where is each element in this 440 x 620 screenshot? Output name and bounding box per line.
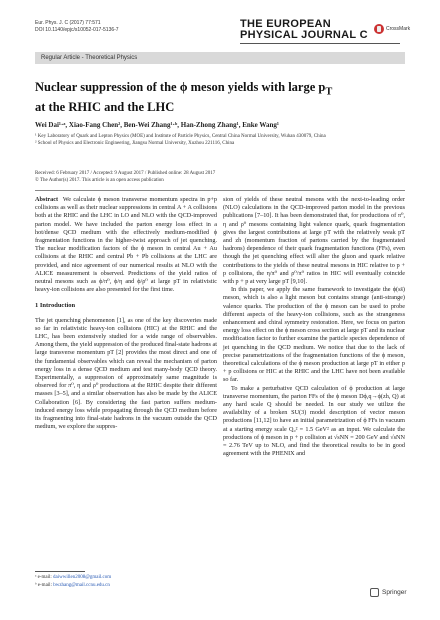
copyright-notice: © The Author(s) 2017. This article is an open access publication [35, 178, 164, 183]
author-list: Wei Dai¹·ᵃ, Xiao-Fang Chen², Ben-Wei Zhang¹·ᵇ, Han-Zhong Zhang¹, Enke Wang¹ [35, 121, 279, 129]
left-column [35, 196, 217, 431]
email-link-b[interactable]: bwzhang@mail.ccnu.edu.cn [53, 583, 110, 588]
footnotes [35, 574, 215, 590]
body-paragraph-1: sion of yields of these neutral mesons with the next-to-leading order (NLO) calculations in the QCD-improved parton model in the previous publications [7–10]. It has been demonstrated that, for productions of π⁰, η and ρ⁰ mesons containing light valence quark, quark fragmentation gives the largest contributions at large pT with the relatively weak pT and zh (momentum fraction of partons carried by the fragmentated hadrons) dependence of their quark fragmentation functions (FFs), even though the jet quenching effect will alter the gluon and quark relative contributions to the yields of these neutral mesons in HIC relative to p + p collisions, the η/π⁰ and ρ⁰/π⁰ ratios in HIC will eventually coincide with p + p at very large pT [9,10]. [223, 196, 405, 286]
affiliation-2: ² School of Physics and Electronic Engineering, Jiangsu Normal University, Xuzhou 221116, China [35, 141, 235, 146]
crossmark-label: CrossMark [386, 26, 411, 32]
crossmark-icon [374, 24, 384, 34]
affiliations [35, 133, 405, 147]
journal-name-line2: PHYSICAL JOURNAL C [240, 29, 368, 41]
abstract-heading: Abstract [35, 196, 59, 203]
abstract-text: We calculate ϕ meson transverse momentum spectra in p+p collisions as well as their nuclear suppressions in central A + A collisions both at the RHIC and the LHC in LO and NLO with the QCD-improved parton model. We have included the parton energy loss effect in a hot/dense QCD medium with the effectively medium-modified ϕ fragmentation functions in the higher-twist approach of jet quenching. The nuclear modification factors of the ϕ meson in central Au + Au collisions at the RHIC and central Pb + Pb collisions at the LHC are provided, and nice agreement of our numerical results at NLO with the ALICE measurement is observed. Predictions of the yield ratios of neutral mesons such as ϕ/π⁰, ϕ/η and ϕ/ρ⁰ at large pT in relativistic heavy-ion collisions are also presented for the first time. [35, 196, 217, 294]
footnote-a [35, 574, 215, 582]
title-subscript: T [325, 86, 333, 98]
publisher-name: Springer [382, 589, 407, 596]
publisher-logo [370, 588, 407, 597]
journal-logo-rule [240, 43, 400, 44]
citation-doi[interactable]: DOI 10.1140/epjc/s10052-017-5136-7 [35, 27, 119, 33]
footnote-divider [35, 571, 85, 572]
body-paragraph-2: In this paper, we apply the same framework to investigate the ϕ(ss̄) meson, which is also a light meson but contains strange (anti-strange) valence quarks. The production of the ϕ meson can be used to probe different aspects of the heavy-ion collisions, such as the strangeness enhancement and chiral symmetry restoration. Here, we focus on parton energy loss effect on the ϕ meson cross section at large pT and its nuclear modification factor to further examine the particle species dependence of jet quenching in the QCD medium. We notice that due to the lack of precise parametrizations of the fragmentation functions of the ϕ meson, theoretical calculations of the ϕ meson production at large pT in either p + p collisions or HIC at the RHIC and the LHC have not been available so far. [223, 286, 405, 384]
received-dates: Received: 6 February 2017 / Accepted: 9 August 2017 / Published online: 28 August 2017 [35, 171, 216, 176]
journal-citation [35, 20, 119, 34]
abstract [35, 196, 217, 294]
footnote-b [35, 582, 215, 590]
article-category: Regular Article - Theoretical Physics [35, 52, 405, 64]
footnote-b-prefix: ᵇ e-mail: [35, 583, 54, 588]
article-title [35, 80, 405, 115]
email-link-a[interactable]: daiwwillen2008@gmail.com [53, 575, 112, 580]
right-column [223, 196, 405, 459]
affiliation-1: ¹ Key Laboratory of Quark and Lepton Physics (MOE) and Institute of Particle Physics, Central China Normal University, Wuhan 430079, China [35, 134, 326, 139]
title-line1: Nuclear suppression of the ϕ meson yields with large p [35, 80, 326, 94]
header-divider [35, 190, 405, 191]
body-paragraph-3: To make a perturbative QCD calculation of ϕ production at large transverse momentum, the parton FFs of the ϕ meson Dϕ,q→ϕ(zh, Q) at any hard scale Q should be needed. In our study we utilize the availability of a broken SU(3) model description of vector meson productions [11,12] to have an initial parametrization of ϕ FFs in vacuum at a starting energy scale Q₀² = 1.5 GeV² as an input. We calculate the productions of ϕ meson in p + p collision at √sNN = 200 GeV and √sNN = 2.76 TeV up to NLO, and find the theoretical results to be in good agreement with the PHENIX and [223, 384, 405, 458]
intro-paragraph: The jet quenching phenomenon [1], as one of the key discoveries made so far in relativistic heavy-ion collisions (HIC) at the RHIC and the LHC, has been extensively studied for a wide range of observables. Among them, the yield suppression of the produced final-state hadrons at large transverse momentum pT [2] provides the most direct and one of the fundamental observables which can reveal the mechanism of parton energy loss in a dense QCD medium and test many-body QCD theory. Experimentally, a suppression of approximately same magnitude is observed for π⁰, η and ρ⁰ productions at the RHIC despite their different masses [3–5], and a similar observation has also be made by the ALICE Collaboration [6]. By considering the fast parton suffers medium-induced energy loss while propagating through the QCD medium before its fragmenting into final-state hadrons in the vacuum outside the QCD medium, we explore the suppres- [35, 316, 217, 431]
title-line2: at the RHIC and the LHC [35, 99, 175, 114]
citation-volume: Eur. Phys. J. C (2017) 77:571 [35, 20, 101, 26]
crossmark-badge[interactable] [374, 24, 410, 34]
journal-name-line1: THE EUROPEAN [240, 18, 331, 30]
footnote-a-prefix: ᵃ e-mail: [35, 575, 54, 580]
springer-horse-icon [370, 588, 379, 597]
section-heading-introduction: 1 Introduction [35, 302, 76, 310]
